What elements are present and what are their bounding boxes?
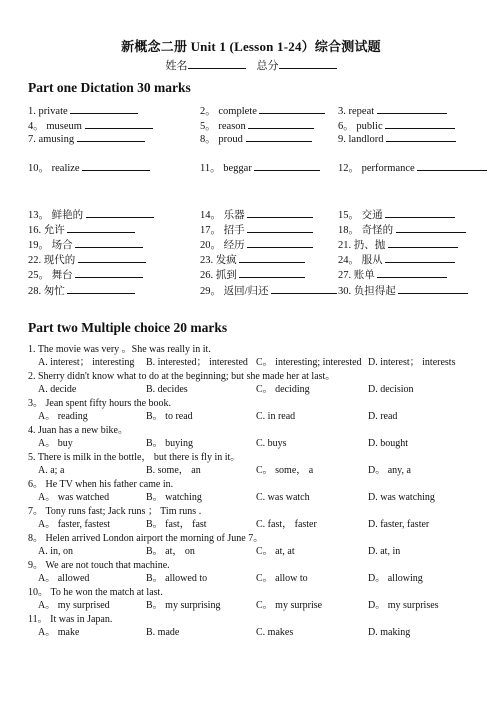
question-text: 10。 To he won the match at last. xyxy=(28,587,163,598)
item-number: 2。 xyxy=(200,106,219,117)
dictation-item xyxy=(200,282,337,299)
dictation-word: 负担得起 xyxy=(353,286,399,297)
item-number: 7. xyxy=(28,134,39,145)
answer-option[interactable]: A。 buy xyxy=(38,438,73,449)
question-text: 5. There is milk in the bottle， but there is fly in it。 xyxy=(28,452,241,463)
answer-option[interactable]: A。 make xyxy=(38,627,80,638)
question-text: 8。 Helen arrived London airport the morning of June 7。 xyxy=(28,533,264,544)
item-number: 30. xyxy=(338,286,354,297)
part-one-heading: Part one Dictation 30 marks xyxy=(28,80,191,95)
dictation-word: 返回/归还 xyxy=(223,286,272,297)
answer-option[interactable]: D. bought xyxy=(368,438,408,449)
answer-option[interactable]: D. read xyxy=(368,411,398,422)
answer-option[interactable]: C。 interesting; interested xyxy=(256,357,362,368)
dictation-item xyxy=(338,266,447,283)
answer-option[interactable]: B。 to read xyxy=(146,411,193,422)
answer-option[interactable]: C. fast， faster xyxy=(256,519,317,530)
item-number: 16. xyxy=(28,225,44,236)
dictation-word: realize xyxy=(51,163,83,174)
answer-option[interactable]: D。 my surprises xyxy=(368,600,439,611)
answer-option[interactable]: A. interest； interesting xyxy=(38,357,135,368)
answer-blank[interactable] xyxy=(386,130,456,142)
answer-blank[interactable] xyxy=(85,117,153,129)
answer-option[interactable]: D. at, in xyxy=(368,546,401,557)
item-number: 11。 xyxy=(200,163,224,174)
answer-option[interactable]: D。 any, a xyxy=(368,465,411,476)
dictation-word: beggar xyxy=(223,163,255,174)
answer-blank[interactable] xyxy=(67,221,135,233)
item-number: 29。 xyxy=(200,286,224,297)
answer-blank[interactable] xyxy=(246,130,312,142)
answer-option[interactable]: C。 deciding xyxy=(256,384,310,395)
dictation-item xyxy=(200,159,320,176)
answer-option[interactable]: A。 allowed xyxy=(38,573,90,584)
dictation-word: 交通 xyxy=(361,210,386,221)
dictation-word: 账单 xyxy=(353,270,378,281)
answer-option[interactable]: C. makes xyxy=(256,627,294,638)
item-number: 6。 xyxy=(338,121,357,132)
answer-blank[interactable] xyxy=(75,266,143,278)
answer-blank[interactable] xyxy=(239,251,305,263)
dictation-word: 奇怪的 xyxy=(361,225,396,236)
answer-blank[interactable] xyxy=(385,251,455,263)
score-blank[interactable] xyxy=(279,58,337,69)
dictation-word: 经历 xyxy=(223,240,248,251)
answer-blank[interactable] xyxy=(248,117,314,129)
dictation-item xyxy=(28,159,150,176)
item-number: 9. xyxy=(338,134,349,145)
name-score-line xyxy=(28,57,474,73)
dictation-item xyxy=(200,130,312,147)
answer-blank[interactable] xyxy=(78,251,146,263)
answer-blank[interactable] xyxy=(398,282,468,294)
dictation-row xyxy=(28,236,474,250)
answer-option[interactable]: B。 fast， fast xyxy=(146,519,207,530)
answer-blank[interactable] xyxy=(254,159,320,171)
answer-option[interactable]: D. decision xyxy=(368,384,414,395)
dictation-word: 发疯 xyxy=(215,255,240,266)
dictation-row xyxy=(28,251,474,265)
answer-option[interactable]: B. interested； interested xyxy=(146,357,248,368)
answer-option[interactable]: C. in read xyxy=(256,411,296,422)
answer-blank[interactable] xyxy=(247,206,313,218)
question-text: 3。 Jean spent fifty hours the book. xyxy=(28,398,172,409)
dictation-item xyxy=(28,282,135,299)
part-two-heading: Part two Multiple choice 20 marks xyxy=(28,320,228,335)
answer-blank[interactable] xyxy=(247,221,313,233)
item-number: 22. xyxy=(28,255,44,266)
name-label: 姓名 xyxy=(165,60,188,72)
answer-option[interactable]: D. interest； interests xyxy=(368,357,456,368)
dictation-word: repeat xyxy=(348,106,377,117)
dictation-word: 抓到 xyxy=(215,270,240,281)
answer-option[interactable]: B。 buying xyxy=(146,438,193,449)
dictation-word: complete xyxy=(218,106,260,117)
question-text: 7。 Tony runs fast; Jack runs ； Tim runs . xyxy=(28,506,202,517)
dictation-row xyxy=(28,130,474,144)
item-number: 10。 xyxy=(28,163,52,174)
dictation-word: amusing xyxy=(38,134,77,145)
question-text: 4. Juan has a new bike。 xyxy=(28,425,128,436)
answer-option[interactable]: A。 reading xyxy=(38,411,88,422)
item-number: 21. xyxy=(338,240,354,251)
answer-blank[interactable] xyxy=(86,206,154,218)
answer-blank[interactable] xyxy=(388,236,458,248)
answer-option[interactable]: C. was watch xyxy=(256,492,310,503)
dictation-row xyxy=(28,102,474,116)
dictation-item xyxy=(338,130,456,147)
dictation-word: 现代的 xyxy=(43,255,78,266)
item-number: 18。 xyxy=(338,225,362,236)
dictation-word: 场合 xyxy=(51,240,76,251)
answer-blank[interactable] xyxy=(385,206,455,218)
answer-blank[interactable] xyxy=(271,282,337,294)
dictation-word: 乐器 xyxy=(223,210,248,221)
dictation-word: landlord xyxy=(348,134,387,145)
item-number: 13。 xyxy=(28,210,52,221)
answer-option[interactable]: B. decides xyxy=(146,384,188,395)
item-number: 27. xyxy=(338,270,354,281)
dictation-item xyxy=(338,159,487,176)
answer-blank[interactable] xyxy=(385,117,455,129)
page-title: 新概念二册 Unit 1 (Lesson 1-24）综合测试题 xyxy=(121,39,381,54)
answer-option[interactable]: B。 at， on xyxy=(146,546,195,557)
question-text: 1. The movie was very 。She was really in it. xyxy=(28,344,211,355)
answer-option[interactable]: B。 watching xyxy=(146,492,202,503)
item-number: 14。 xyxy=(200,210,224,221)
answer-blank[interactable] xyxy=(377,102,447,114)
answer-option[interactable]: A. in, on xyxy=(38,546,73,557)
answer-blank[interactable] xyxy=(377,266,447,278)
item-number: 5。 xyxy=(200,121,219,132)
item-number: 17。 xyxy=(200,225,224,236)
answer-option[interactable]: A。 was watched xyxy=(38,492,110,503)
question-text: 2. Sherry didn't know what to do at the beginning; but she made her at last。 xyxy=(28,371,336,382)
item-number: 3. xyxy=(338,106,349,117)
item-number: 8。 xyxy=(200,134,219,145)
dictation-word: 舞台 xyxy=(51,270,76,281)
dictation-row xyxy=(28,221,474,235)
answer-blank[interactable] xyxy=(239,266,305,278)
answer-blank[interactable] xyxy=(67,282,135,294)
dictation-word: reason xyxy=(218,121,249,132)
answer-option[interactable]: C. buys xyxy=(256,438,287,449)
item-number: 24。 xyxy=(338,255,362,266)
answer-blank[interactable] xyxy=(259,102,325,114)
dictation-word: 鲜艳的 xyxy=(51,210,86,221)
answer-blank[interactable] xyxy=(75,236,143,248)
name-blank[interactable] xyxy=(188,58,246,69)
question-text: 11。 It was in Japan. xyxy=(28,614,113,625)
answer-blank[interactable] xyxy=(417,159,487,171)
item-number: 4。 xyxy=(28,121,47,132)
dictation-row xyxy=(28,159,474,173)
dictation-row xyxy=(28,117,474,131)
question-text: 9。 We are not touch that machine. xyxy=(28,560,170,571)
item-number: 23. xyxy=(200,255,216,266)
dictation-word: private xyxy=(38,106,71,117)
answer-option[interactable]: C。 allow to xyxy=(256,573,308,584)
dictation-word: 服从 xyxy=(361,255,386,266)
dictation-item xyxy=(28,130,145,147)
dictation-row xyxy=(28,206,474,220)
dictation-item xyxy=(28,266,143,283)
answer-blank[interactable] xyxy=(396,221,466,233)
answer-option[interactable]: D。 allowing xyxy=(368,573,423,584)
dictation-row xyxy=(28,266,474,280)
question-text: 6。 He TV when his father came in. xyxy=(28,479,174,490)
answer-option[interactable]: A. a; a xyxy=(38,465,65,476)
dictation-word: 允许 xyxy=(43,225,68,236)
dictation-word: 招手 xyxy=(223,225,248,236)
answer-blank[interactable] xyxy=(247,236,313,248)
answer-option[interactable]: D. making xyxy=(368,627,411,638)
answer-option[interactable]: B. made xyxy=(146,627,180,638)
dictation-word: public xyxy=(356,121,386,132)
answer-blank[interactable] xyxy=(70,102,138,114)
answer-blank[interactable] xyxy=(77,130,145,142)
dictation-word: proud xyxy=(218,134,246,145)
dictation-word: 匆忙 xyxy=(43,286,68,297)
item-number: 25。 xyxy=(28,270,52,281)
dictation-word: 扔、抛 xyxy=(353,240,388,251)
item-number: 28. xyxy=(28,286,44,297)
answer-option[interactable]: C。 at, at xyxy=(256,546,295,557)
answer-option[interactable]: B。 allowed to xyxy=(146,573,208,584)
answer-option[interactable]: A。 my surprised xyxy=(38,600,110,611)
dictation-word: performance xyxy=(361,163,418,174)
item-number: 12。 xyxy=(338,163,362,174)
item-number: 15。 xyxy=(338,210,362,221)
answer-blank[interactable] xyxy=(82,159,150,171)
answer-option[interactable]: A. decide xyxy=(38,384,77,395)
item-number: 1. xyxy=(28,106,39,117)
dictation-item xyxy=(200,266,305,283)
score-label: 总分 xyxy=(256,60,279,72)
answer-option[interactable]: D. faster, faster xyxy=(368,519,430,530)
dictation-word: museum xyxy=(46,121,85,132)
answer-option[interactable]: D. was watching xyxy=(368,492,435,503)
answer-option[interactable]: B。 my surprising xyxy=(146,600,221,611)
answer-option[interactable]: A。 faster, fastest xyxy=(38,519,111,530)
answer-option[interactable]: C。 some， a xyxy=(256,465,314,476)
answer-option[interactable]: B. some， an xyxy=(146,465,201,476)
item-number: 19。 xyxy=(28,240,52,251)
dictation-item xyxy=(338,282,468,299)
item-number: 20。 xyxy=(200,240,224,251)
item-number: 26. xyxy=(200,270,216,281)
answer-option[interactable]: C。 my surprise xyxy=(256,600,323,611)
dictation-row xyxy=(28,282,474,296)
